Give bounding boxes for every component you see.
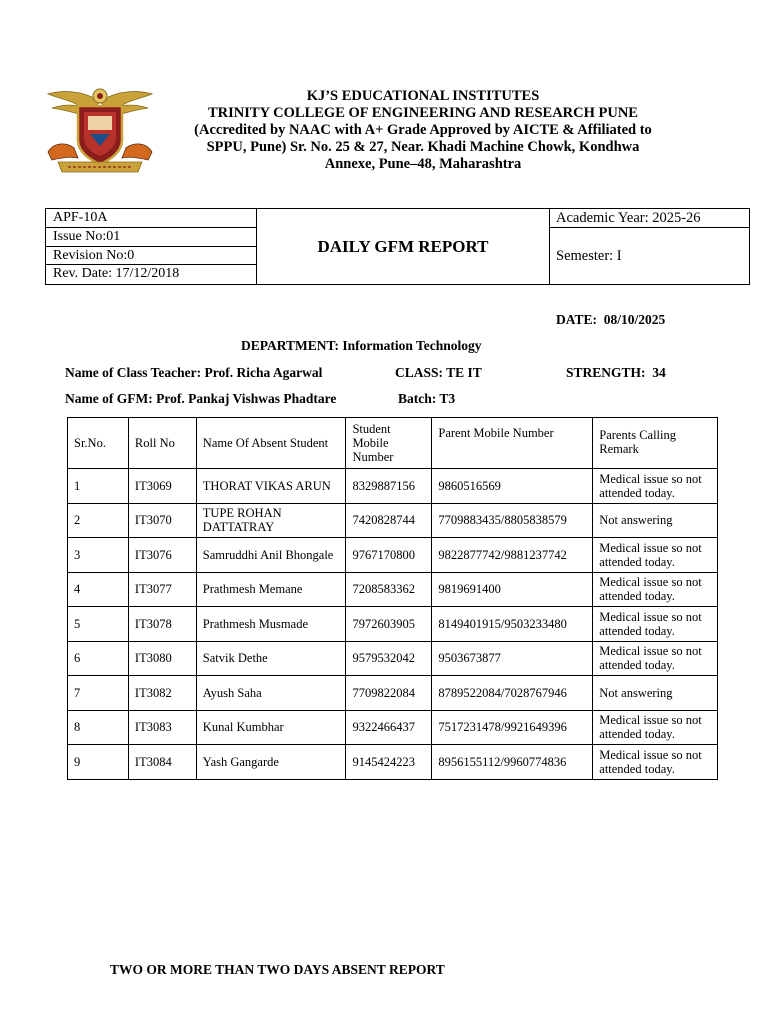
cell-roll: IT3076: [128, 538, 196, 573]
header-student-mobile-line3: Number: [352, 450, 394, 464]
cell-parent-mobile: 9819691400: [432, 572, 593, 607]
institute-crest-icon: [44, 84, 156, 178]
cell-mobile: 7420828744: [346, 503, 432, 538]
cell-roll: IT3083: [128, 710, 196, 745]
header-remark-line1: Parents Calling: [599, 428, 676, 442]
cell-mobile: 9767170800: [346, 538, 432, 573]
cell-name: TUPE ROHAN DATTATRAY: [196, 503, 346, 538]
cell-name: Samruddhi Anil Bhongale: [196, 538, 346, 573]
cell-name: Prathmesh Memane: [196, 572, 346, 607]
cell-roll: IT3077: [128, 572, 196, 607]
cell-mobile: 7208583362: [346, 572, 432, 607]
cell-name: Ayush Saha: [196, 676, 346, 711]
cell-name: THORAT VIKAS ARUN: [196, 469, 346, 504]
cell-remark: Medical issue so not attended today.: [593, 538, 718, 573]
table-row: [68, 641, 718, 676]
academic-year: Academic Year: 2025-26: [550, 209, 749, 228]
cell-remark: Medical issue so not attended today.: [593, 572, 718, 607]
cell-remark: Not answering: [593, 676, 718, 711]
accreditation-line: (Accredited by NAAC with A+ Grade Approved by AICTE & Affiliated to: [194, 122, 652, 138]
revision-number: Revision No:0: [46, 247, 256, 266]
cell-mobile: 9579532042: [346, 641, 432, 676]
semester: Semester: I: [556, 248, 622, 264]
cell-roll: IT3080: [128, 641, 196, 676]
batch: Batch: T3: [398, 391, 456, 406]
cell-parent-mobile: 7709883435/8805838579: [432, 503, 593, 538]
table-row: [68, 710, 718, 745]
institute-group-name: KJ’S EDUCATIONAL INSTITUTES: [306, 88, 540, 104]
address-line-2: Annexe, Pune–48, Maharashtra: [324, 156, 522, 172]
cell-roll: IT3069: [128, 469, 196, 504]
header-sr-no: Sr.No.: [68, 418, 129, 469]
cell-mobile: 9145424223: [346, 745, 432, 780]
cell-mobile: 8329887156: [346, 469, 432, 504]
header-remark: [593, 418, 718, 469]
cell-sr: 3: [68, 538, 129, 573]
cell-parent-mobile: 9503673877: [432, 641, 593, 676]
cell-remark: Medical issue so not attended today.: [593, 641, 718, 676]
cell-remark: Medical issue so not attended today.: [593, 469, 718, 504]
header-roll-no: Roll No: [128, 418, 196, 469]
issue-number: Issue No:01: [46, 228, 256, 247]
academic-info: [549, 209, 749, 284]
cell-parent-mobile: 9860516569: [432, 469, 593, 504]
cell-sr: 4: [68, 572, 129, 607]
cell-roll: IT3084: [128, 745, 196, 780]
report-title: DAILY GFM REPORT: [317, 236, 489, 256]
header-student-mobile-line1: Student: [352, 422, 391, 436]
table-row: [68, 607, 718, 642]
cell-parent-mobile: 8149401915/9503233480: [432, 607, 593, 642]
cell-remark: Medical issue so not attended today.: [593, 745, 718, 780]
cell-roll: IT3070: [128, 503, 196, 538]
address-line: SPPU, Pune) Sr. No. 25 & 27, Near. Khadi Machine Chowk, Kondhwa: [206, 139, 640, 155]
department: DEPARTMENT: Information Technology: [241, 338, 482, 353]
table-row: [68, 676, 718, 711]
table-row: [68, 572, 718, 607]
cell-name: Satvik Dethe: [196, 641, 346, 676]
cell-sr: 1: [68, 469, 129, 504]
form-info-box: [45, 208, 750, 285]
table-row: [68, 745, 718, 780]
cell-name: Prathmesh Musmade: [196, 607, 346, 642]
table-header-row: [68, 418, 718, 469]
cell-parent-mobile: 8789522084/7028767946: [432, 676, 593, 711]
cell-mobile: 7709822084: [346, 676, 432, 711]
cell-mobile: 7972603905: [346, 607, 432, 642]
cell-sr: 5: [68, 607, 129, 642]
date-label: DATE:: [556, 312, 598, 327]
college-name: TRINITY COLLEGE OF ENGINEERING AND RESEARCH PUNE: [208, 105, 638, 121]
header-student-mobile-line2: Mobile: [352, 436, 389, 450]
report-date: [556, 312, 665, 328]
cell-parent-mobile: 9822877742/9881237742: [432, 538, 593, 573]
cell-roll: IT3082: [128, 676, 196, 711]
absent-report-heading: TWO OR MORE THAN TWO DAYS ABSENT REPORT: [110, 962, 445, 977]
strength-value: 34: [652, 365, 666, 380]
absent-students-table: [67, 417, 718, 780]
table-row: [68, 538, 718, 573]
cell-mobile: 9322466437: [346, 710, 432, 745]
cell-parent-mobile: 8956155112/9960774836: [432, 745, 593, 780]
form-code: APF-10A: [46, 209, 256, 228]
cell-name: Kunal Kumbhar: [196, 710, 346, 745]
strength: [566, 365, 666, 381]
class-teacher: Name of Class Teacher: Prof. Richa Agarwal: [65, 365, 323, 380]
header-remark-line2: Remark: [599, 442, 639, 456]
class-name: CLASS: TE IT: [395, 365, 482, 380]
cell-remark: Medical issue so not attended today.: [593, 710, 718, 745]
form-meta: [46, 209, 257, 284]
gfm-name: Name of GFM: Prof. Pankaj Vishwas Phadtare: [65, 391, 337, 406]
header-student-name: Name Of Absent Student: [196, 418, 346, 469]
table-row: [68, 503, 718, 538]
cell-sr: 2: [68, 503, 129, 538]
date-value: 08/10/2025: [603, 312, 666, 327]
header-parent-mobile: Parent Mobile Number: [432, 418, 593, 469]
strength-label: STRENGTH:: [566, 365, 646, 380]
cell-sr: 8: [68, 710, 129, 745]
cell-remark: Medical issue so not attended today.: [593, 607, 718, 642]
cell-parent-mobile: 7517231478/9921649396: [432, 710, 593, 745]
cell-roll: IT3078: [128, 607, 196, 642]
revision-date: Rev. Date: 17/12/2018: [53, 266, 180, 282]
institute-header: [168, 88, 678, 173]
cell-remark: Not answering: [593, 503, 718, 538]
cell-sr: 7: [68, 676, 129, 711]
table-row: [68, 469, 718, 504]
header-student-mobile: [346, 418, 432, 469]
cell-sr: 6: [68, 641, 129, 676]
cell-name: Yash Gangarde: [196, 745, 346, 780]
cell-sr: 9: [68, 745, 129, 780]
